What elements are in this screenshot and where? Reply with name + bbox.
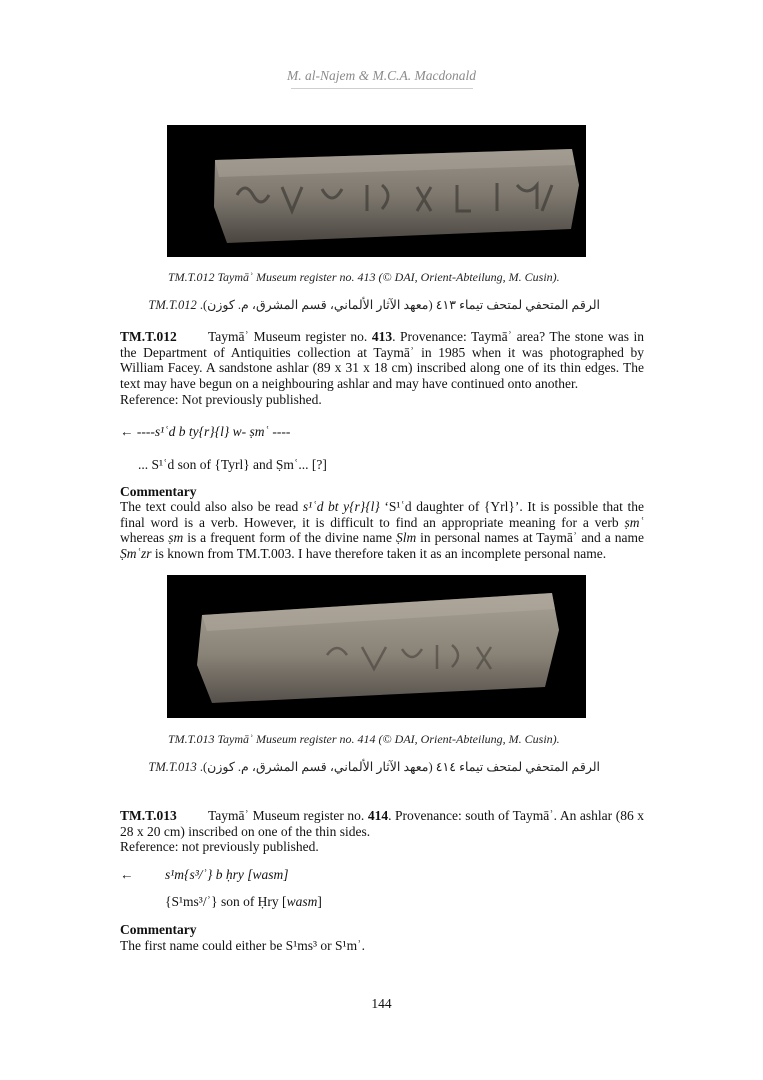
running-head: M. al-Najem & M.C.A. Macdonald bbox=[287, 68, 476, 83]
entry2-id: TM.T.013 bbox=[120, 808, 177, 823]
translation-text: ] bbox=[317, 894, 322, 909]
entry1-commentary-heading: Commentary bbox=[120, 484, 197, 499]
entry2-transliteration: s¹m{s³/ʾ} b ḥry [wasm] bbox=[165, 867, 289, 882]
entry2-desc-post: . Provenance: south of Taymāʾ. An ashlar (86 x 28 x 20 cm) inscribed on one of the thin sides. bbox=[120, 808, 644, 839]
entry1-desc-post: . Provenance: Taymāʾ area? The stone was in the Department of Antiquities collection at Taymāʾ in 1985 when it was photographed by William Facey. A sandstone ashlar (89 x 31 x 18 cm) inscribed along one of its thin edges. The text may have begun on a neighbouring ashlar and may have continued onto another. bbox=[120, 329, 644, 391]
figure1-caption-ar bbox=[148, 297, 600, 313]
entry1-id: TM.T.012 bbox=[120, 329, 177, 344]
entry2-transliteration-line bbox=[120, 867, 289, 883]
stone-photo-tm-t-012 bbox=[167, 125, 586, 257]
figure1-caption-ar-ref: TM.T.012 bbox=[148, 298, 197, 312]
entry1-desc-pre: Taymāʾ Museum register no. bbox=[208, 329, 372, 344]
entry2-desc-pre: Taymāʾ Museum register no. bbox=[208, 808, 368, 823]
entry2-register-no: 414 bbox=[367, 808, 389, 823]
figure2-caption-ar bbox=[148, 759, 600, 775]
figure2-caption-en: TM.T.013 Taymāʾ Museum register no. 414 (© DAI, Orient-Abteilung, M. Cusin). bbox=[168, 732, 560, 746]
entry2-commentary: The first name could either be S¹ms³ or S¹mʾ. bbox=[120, 938, 365, 953]
entry2-description bbox=[120, 808, 644, 839]
commentary-text: The text could also also be read bbox=[120, 499, 303, 514]
entry1-commentary bbox=[120, 499, 644, 561]
figure2-caption-ar-ref: TM.T.013 bbox=[148, 760, 197, 774]
left-arrow-icon: ← bbox=[120, 424, 134, 439]
commentary-italic: Ṣlm bbox=[395, 530, 417, 546]
entry1-transliteration-line bbox=[120, 424, 290, 440]
running-head-rule bbox=[291, 88, 473, 89]
commentary-italic: Ṣmʿzr bbox=[120, 545, 152, 561]
commentary-text: in personal names at Taymāʾ and a name bbox=[416, 530, 644, 546]
translation-italic: wasm bbox=[286, 894, 318, 909]
entry1-transliteration: ----s¹ʿd b ty{r}{l} w- ṣmʿ ---- bbox=[136, 424, 291, 439]
figure1-caption-en: TM.T.012 Taymāʾ Museum register no. 413 (© DAI, Orient-Abteilung, M. Cusin). bbox=[168, 270, 560, 284]
commentary-text: is known from TM.T.003. I have therefore taken it as an incomplete personal name. bbox=[151, 545, 607, 561]
figure1-caption-ar-text: الرقم المتحفي لمتحف تيماء ٤١٣ (معهد الآثار الألماني، قسم المشرق، م. كوزن). bbox=[199, 298, 600, 312]
commentary-italic: s¹ʿd bt y{r}{l} bbox=[302, 499, 380, 514]
entry1-translation: ... S¹ʿd son of {Tyrl} and Ṣmʿ... [?] bbox=[138, 457, 327, 472]
commentary-italic: ṣmʿ bbox=[624, 514, 644, 530]
entry1-reference: Reference: Not previously published. bbox=[120, 392, 322, 407]
translation-text: {S¹ms³/ʾ} son of Ḥry [ bbox=[165, 894, 287, 909]
entry2-commentary-heading: Commentary bbox=[120, 922, 197, 937]
commentary-italic: ṣm bbox=[168, 530, 184, 546]
commentary-text: whereas bbox=[120, 530, 169, 546]
entry2-translation bbox=[165, 894, 322, 910]
entry2-reference: Reference: not previously published. bbox=[120, 839, 319, 854]
stone-photo-tm-t-013 bbox=[167, 575, 586, 718]
left-arrow-icon: ← bbox=[120, 867, 134, 882]
entry1-description bbox=[120, 329, 644, 391]
commentary-text: is a frequent form of the divine name bbox=[183, 530, 396, 546]
entry1-register-no: 413 bbox=[371, 329, 393, 344]
commentary-text: ‘S¹ʿd daughter of {Yrl}’. It is possible that the final word is a verb. However, it is difficult to find an appropriate meaning for a verb bbox=[120, 499, 644, 530]
figure2-caption-ar-text: الرقم المتحفي لمتحف تيماء ٤١٤ (معهد الآثار الألماني، قسم المشرق، م. كوزن). bbox=[199, 760, 600, 774]
page-number: 144 bbox=[371, 996, 392, 1011]
